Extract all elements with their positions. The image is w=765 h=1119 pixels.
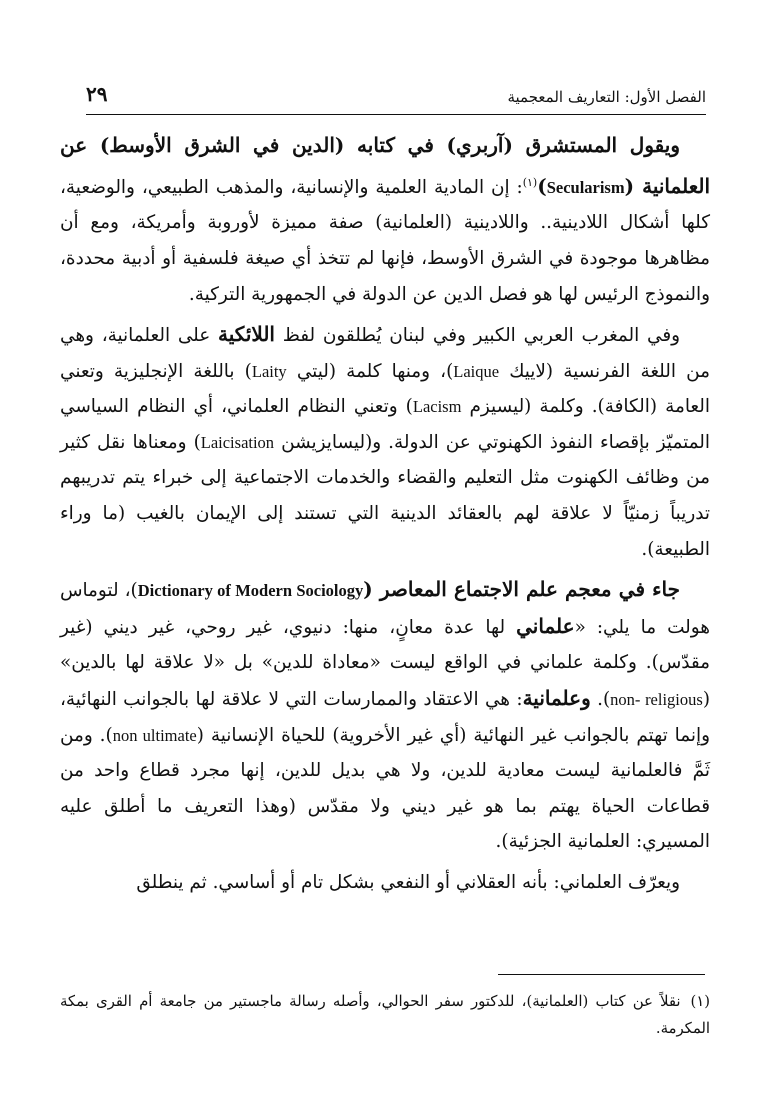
p3-text-3: ). [590, 689, 611, 711]
p3-bold-2: وعلمانية [522, 686, 591, 711]
p2-text-2: على العلمانية، وهي من اللغة الفرنسية (لاييك [60, 325, 710, 382]
p4-text: ويعرّف العلماني: بأنه العقلاني أو النفعي بشكل تام أو أساسي. ثم ينطلق [136, 872, 680, 893]
p3-latin-2: non- religious [610, 690, 703, 710]
p3-bold-1: علماني [516, 613, 575, 638]
p2-text-4: ) باللغة الإنجليزية وتعني العامة (الكافة). وكلمة (ليسيزم [60, 360, 711, 418]
footnote [60, 988, 710, 1042]
chapter-title: الفصل الأول: التعاريف المعجمية [507, 88, 706, 106]
p1-bold-lead: ويقول المستشرق (آربري) في كتابه (الدين في الشرق الأوسط) عن العلمانية ( [60, 133, 711, 198]
paragraph-3 [60, 572, 710, 860]
footnote-text: نقلاً عن كتاب (العلمانية)، للدكتور سفر الحوالي، وأصله رسالة ماجستير من جامعة أم القرى بمكة المكرمة. [60, 993, 710, 1037]
p3-text-1: )، لتوماس هولت ما يلي: « [60, 580, 710, 638]
p2-latin-3: Lacism [412, 397, 462, 417]
paragraph-1 [60, 128, 710, 312]
footnote-ref[interactable]: (١) [522, 175, 538, 189]
p3-text-2: لها عدة معانٍ، منها: دنيوي، غير روحي، غير ديني (غير مقدّس). وكلمة علماني في الواقع ليست «معاداة للدين» بل «لا علاقة لها بالدين» ( [60, 616, 710, 711]
p2-latin-4: Laicisation [200, 432, 275, 452]
p2-latin-2: Laity [251, 361, 287, 381]
p1-bold-close: ) [537, 173, 547, 198]
p3-text-4: : هي الاعتقاد والممارسات التي لا علاقة لها بالجوانب النهائية، وإنما تهتم بالجوانب غير النهائية (أي غير الأخروية) للحياة الإنسانية ( [60, 689, 710, 746]
footnote-number: (١) [690, 993, 710, 1010]
body-text [60, 128, 710, 906]
footnote-rule [498, 974, 705, 975]
p3-text-5: ). ومن ثَمَّ فالعلمانية ليست معادية للدين، ولا هي بديل للدين، إنها مجرد قطاع واحد من قطاعات الحياة يهتم بما هو غير ديني ولا مقدّس (وهذا التعريف ما أطلق عليه المسيري: العلمانية الجزئية). [60, 724, 710, 853]
p1-text: : إن المادية العلمية والإنسانية، والمذهب الطبيعي، والوضعية، كلها أشكال اللادينية.. واللادينية (العلمانية) صفة مميزة لأوروبة وأمريكة، ومع أن مظاهرها موجودة في الشرق الأوسط، فإنها لم تتخذ أي صيغة فلسفية أو أدبية محددة، والنموذج الرئيس لها هو فصل الدين عن الدولة في الجمهورية التركية. [60, 176, 710, 305]
p3-latin-1: Dictionary of Modern Sociology [137, 581, 364, 601]
running-header [86, 78, 706, 115]
p2-text-3: )، ومنها كلمة (ليتي [286, 360, 454, 382]
p2-text-5: ) وتعني النظام العلماني، أي النظام السياسي المتميّز بإقصاء النفوذ الكهنوتي عن الدولة. و(ليسايزيشن [60, 396, 710, 453]
p1-latin-term: Secularism [546, 177, 625, 197]
p2-bold-term: اللائكية [218, 322, 275, 347]
p3-latin-3: non ultimate [112, 725, 197, 745]
p2-text-6: ) ومعناها نقل كثير من وظائف الكهنوت مثل التعليم والقضاء والخدمات الاجتماعية إلى خبراء يتم تدريبهم تدريباً زمنيّاً لا علاقة لهم بالعقائد الدينية التي تستند إلى الإيمان بالغيب (ما وراء الطبيعة). [60, 431, 710, 560]
paragraph-4 [60, 865, 710, 901]
page-number: ٢٩ [86, 82, 108, 106]
paragraph-2 [60, 317, 710, 567]
p3-bold-lead: جاء في معجم علم الاجتماع المعاصر ( [363, 577, 681, 602]
p2-latin-1: Laique [453, 361, 500, 381]
p2-text-1: وفي المغرب العربي الكبير وفي لبنان يُطلقون لفظ [274, 325, 680, 347]
